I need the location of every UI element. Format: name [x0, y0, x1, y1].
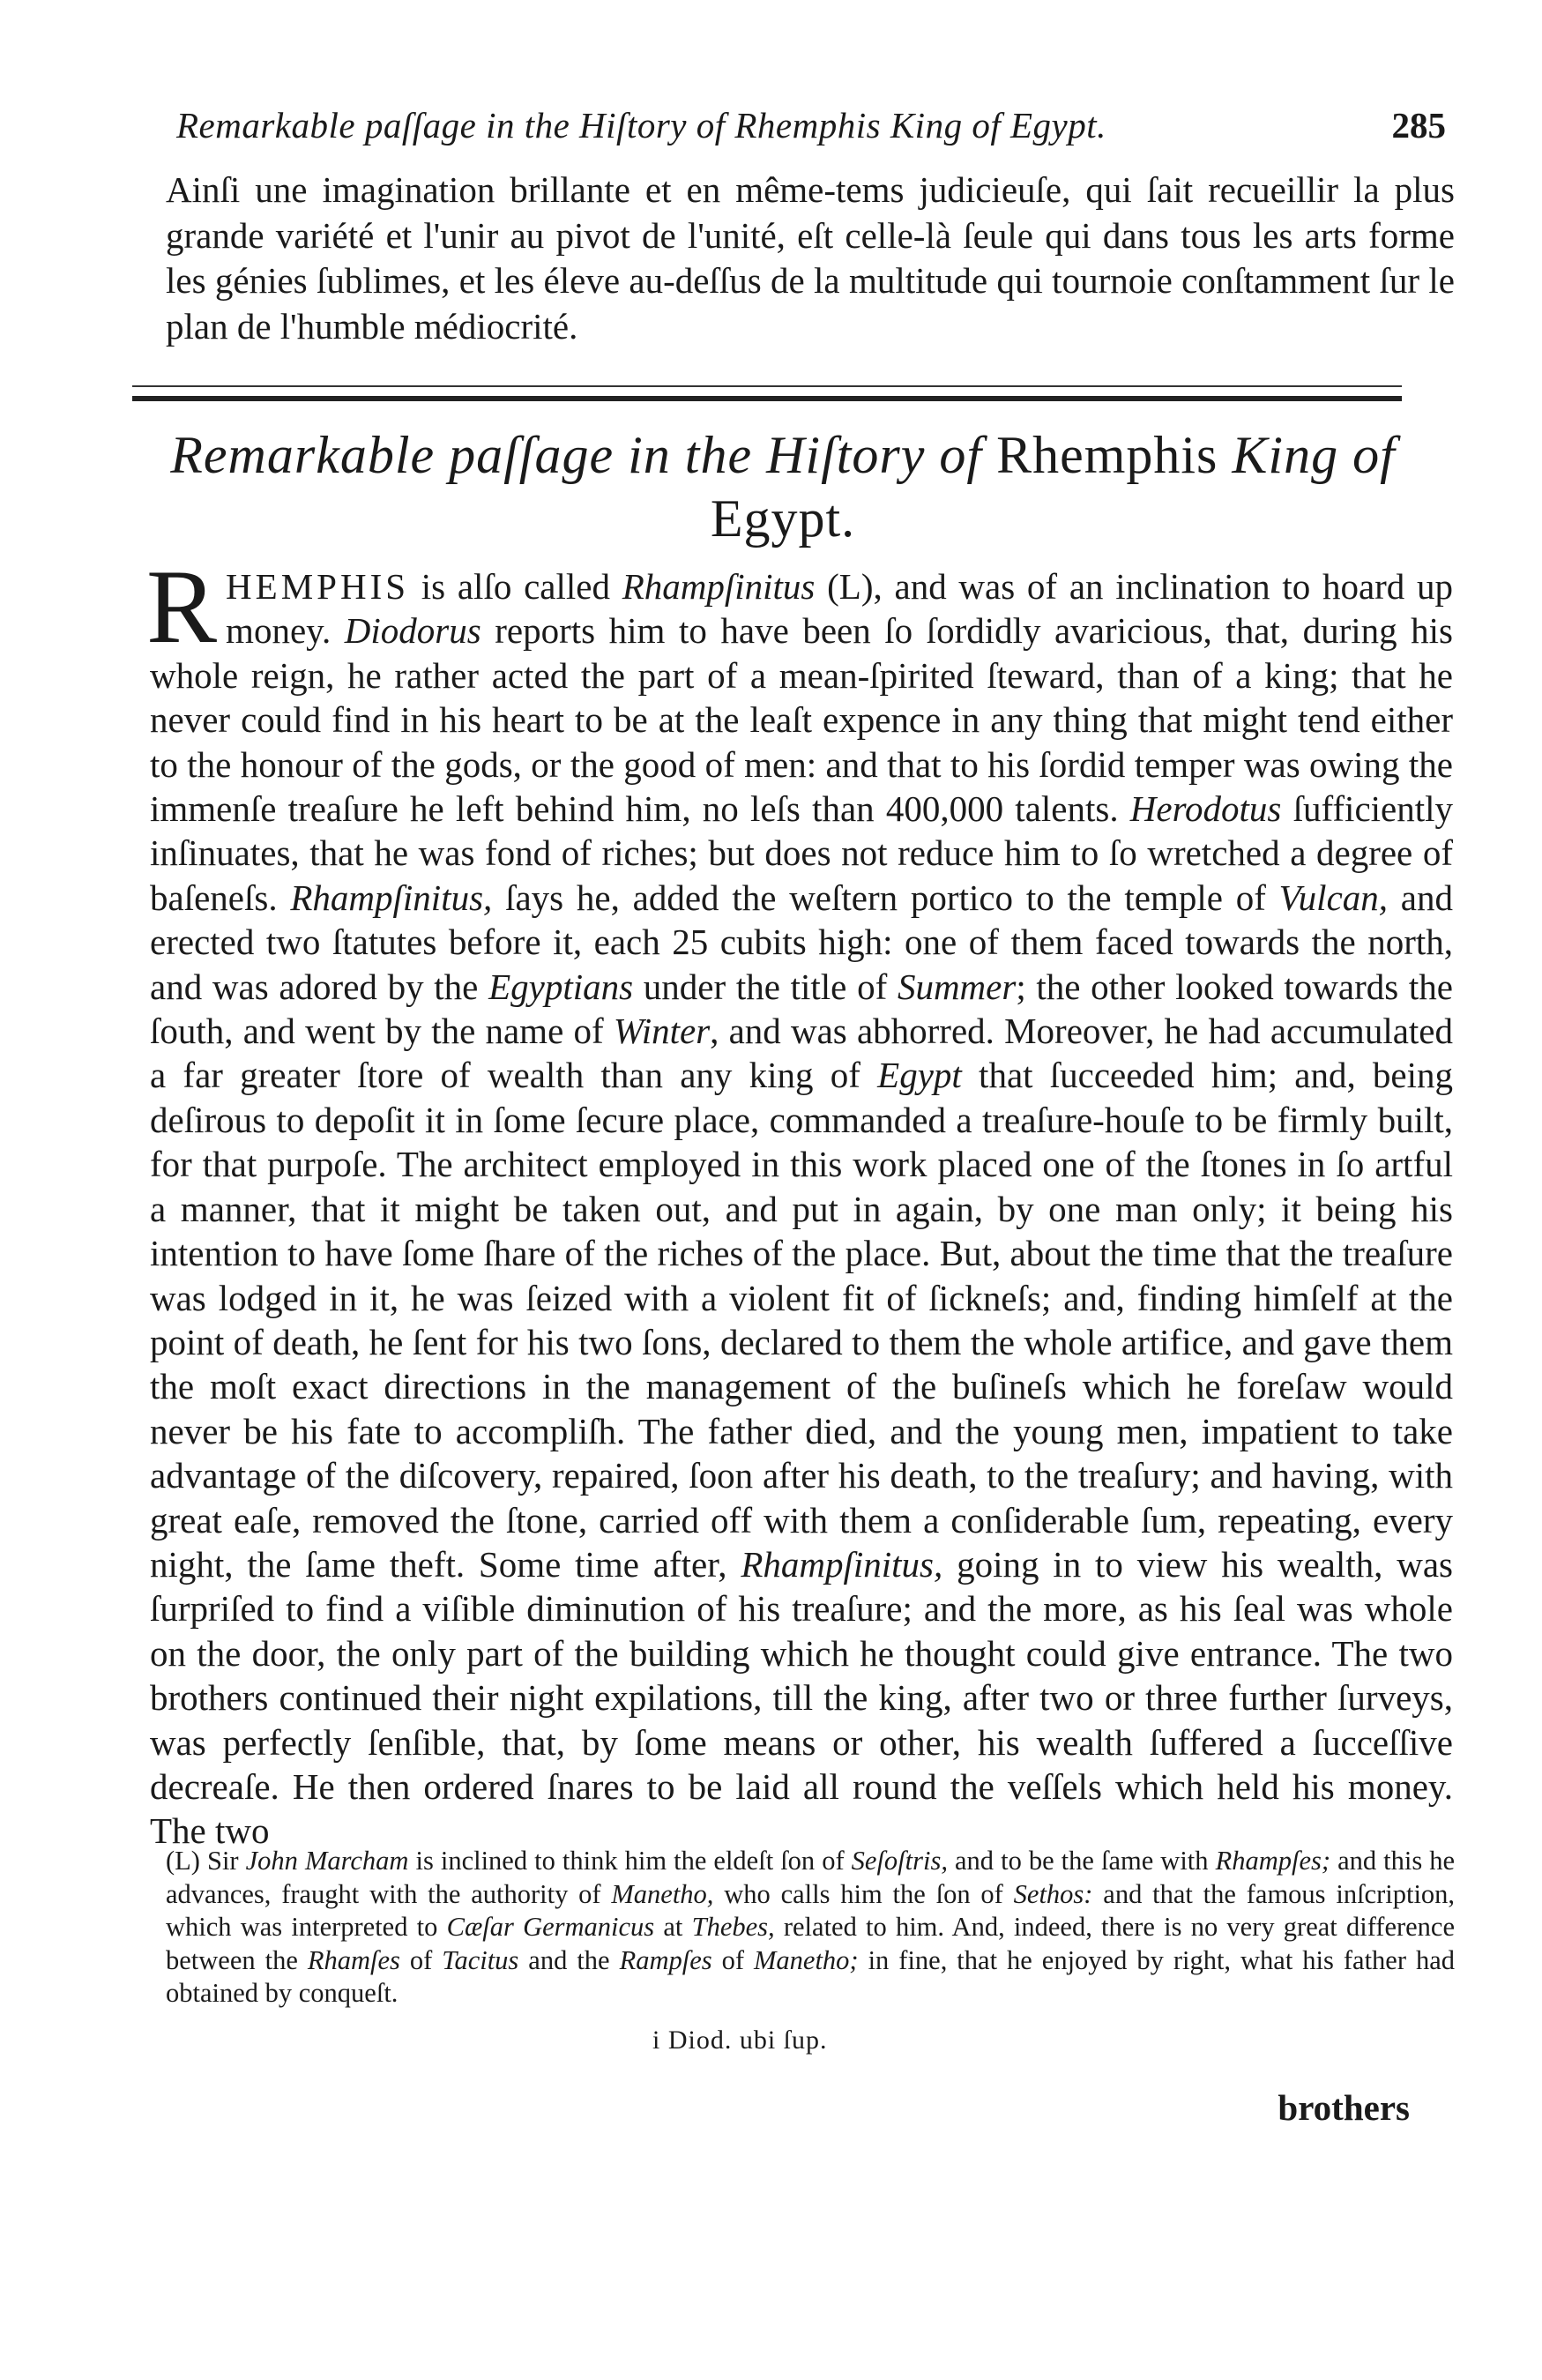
article-heading [130, 423, 1435, 550]
divider-rule-thick [132, 396, 1402, 401]
french-paragraph: Ainſi une imagination brillante et en même-tems judicieuſe, qui ſait recueillir la plus grande variété et l'unir au pivot de l'unité, eſt celle-là ſeule qui dans tous les arts forme les génies ſublimes, et les éleve au-deſſus de la multitude qui tournoie conſtamment ſur le plan de l'humble médiocrité. [166, 169, 1455, 347]
footnote-seg-22: Manetho; [754, 1944, 859, 1975]
footnote-seg-07: and this he advances, fraught with the authority of [166, 1846, 1456, 1909]
catchword: brothers [1278, 2087, 1410, 2128]
body-seg-20: that ſucceeded him; and, being deſirous to depoſit it in ſome ſecure place, commanded a treaſure-houſe to be firmly built, for that purpoſe. The architect employed in this work placed one of the ſtones in ſo artful a manner, that it might be taken out, and put in again, by one man only; it being his intention to have ſome ſhare of the riches of the place. But, about the time that the treaſure was lodged in it, he was ſeized with a violent fit of ſickneſs; and, finding himſelf at the point of death, he ſent for his two ſons, declared to them the whole artifice, and gave them the moſt exact directions in the management of the buſineſs which he foreſaw would never be his fate to accompliſh. The father died, and the young men, impatient to take advantage of the diſcovery, repaired, ſoon after his death, to the treaſury; and having, with great eaſe, removed the ſtone, carried off with them a conſiderable ſum, repeating, every night, the ſame theft. Some time after, [150, 1055, 1454, 1585]
body-seg-06: reports him to have been ſo ſordidly avaricious, that, during his whole reign, he rather acted the part of a mean-ſpirited ſteward, than of a king; that he never could find in his heart to be at the leaſt expence in any thing that might tend either to the honour of the gods, or the good of men: and that to his ſordid temper was owing the immenſe treaſure he left behind him, no leſs than 400,000 talents. [150, 610, 1454, 830]
running-title: Remarkable paſſage in the Hiſtory of Rhemphis King of Egypt. [176, 105, 1106, 145]
page-number: 285 [1391, 105, 1446, 145]
body-seg-10: ſays he, added the weſtern portico to the temple of [505, 877, 1266, 918]
footnote-seg-12: Cæſar Germanicus [446, 1912, 655, 1942]
body-seg-07: Herodotus [1129, 788, 1282, 830]
heading-part4: Egypt. [710, 489, 856, 548]
body-seg-11: Vulcan, [1278, 877, 1389, 918]
body-seg-09: Rhampſinitus, [290, 877, 493, 918]
footnote-seg-03: is inclined to think him the eldeſt ſon of [415, 1846, 845, 1876]
heading-part3: King of [1232, 426, 1396, 484]
footnote-seg-11: and that the famous inſcription, which was interpreted to [166, 1878, 1456, 1942]
heading-part1: Remarkable paſſage in the Hiſtory of [170, 426, 983, 484]
body-seg-05: Diodorus [344, 610, 481, 652]
body-seg-08: ſufficiently inſinuates, that he was fond of riches; but does not reduce him to ſo wretched a degree of baſeneſs. [150, 788, 1454, 918]
body-seg-15: Summer [897, 966, 1017, 1007]
footnote-seg-06: Rhampſes; [1215, 1846, 1331, 1876]
heading-part2: Rhemphis [996, 426, 1218, 484]
body-seg-13: Egyptians [488, 966, 634, 1007]
body-seg-22: going in to view his wealth, was ſurpriſed to find a viſible diminution of his treaſure; and the more, as his ſeal was whole on the door, the only part of the building which he thought could give entrance. The two brothers continued their night expilations, till the king, after two or three further ſurveys, was perfectly ſenſible, that, by ſome means or other, his wealth ſuffered a ſucceſſive decreaſe. He then ordered ſnares to be laid all round the veſſels which held his money. The two [150, 1543, 1453, 1852]
footnote-seg-21: of [721, 1944, 745, 1975]
footnote-seg-10: Sethos: [1013, 1878, 1093, 1909]
body-seg-18: , and was abhorred. Moreover, he had accumulated a far greater ſtore of wealth than any king of [150, 1011, 1453, 1096]
body-seg-03: Rhampſinitus [622, 566, 816, 607]
footnote-seg-14: Thebes, [691, 1912, 775, 1942]
body-seg-17: Winter [613, 1011, 711, 1052]
footnote-seg-20: Rampſes [619, 1944, 712, 1975]
footnote-seg-19: and the [528, 1944, 610, 1975]
footnote-seg-09: who calls him the ſon of [724, 1878, 1003, 1909]
footnote-seg-23: in fine, that he enjoyed by right, what his father had obtained by conqueſt. [166, 1944, 1456, 2008]
footnote-seg-05: and to be the ſame with [955, 1846, 1209, 1876]
running-head [176, 104, 1446, 157]
body-seg-02: is alſo called [421, 566, 610, 607]
footnote-seg-02: John Marcham [245, 1846, 409, 1876]
reference-note: i Diod. ubi ſup. [652, 2026, 828, 2055]
footnote-seg-17: of [409, 1944, 433, 1975]
footnote-seg-16: Rhamſes [307, 1944, 400, 1975]
body-seg-01: HEMPHIS [226, 566, 410, 607]
drop-cap: R [146, 548, 218, 665]
body-seg-04: (L), and was of an inclination to hoard up money. [226, 566, 1454, 652]
footnote-seg-15: related to him. And, indeed, there is no very great difference between the [166, 1912, 1456, 1975]
body-seg-14: under the title of [643, 966, 888, 1007]
body-seg-19: Egypt [877, 1055, 962, 1096]
footnote-seg-04: Seſoſtris, [851, 1846, 948, 1876]
body-seg-21: Rhampſinitus, [741, 1543, 943, 1585]
footnote-seg-08: Manetho, [611, 1878, 714, 1909]
divider-rule-thin [132, 385, 1402, 387]
body-seg-16: ; the other looked towards the ſouth, and went by the name of [150, 966, 1454, 1052]
article-body [146, 548, 1454, 1854]
footnote-seg-13: at [663, 1912, 683, 1942]
footnote [166, 1845, 1455, 2011]
body-seg-12: and erected two ſtatutes before it, each 25 cubits high: one of them faced towards the north, and was adored by the [150, 877, 1453, 1007]
footnote-seg-18: Tacitus [442, 1944, 519, 1975]
footnote-seg-01: (L) Sir [166, 1846, 239, 1876]
